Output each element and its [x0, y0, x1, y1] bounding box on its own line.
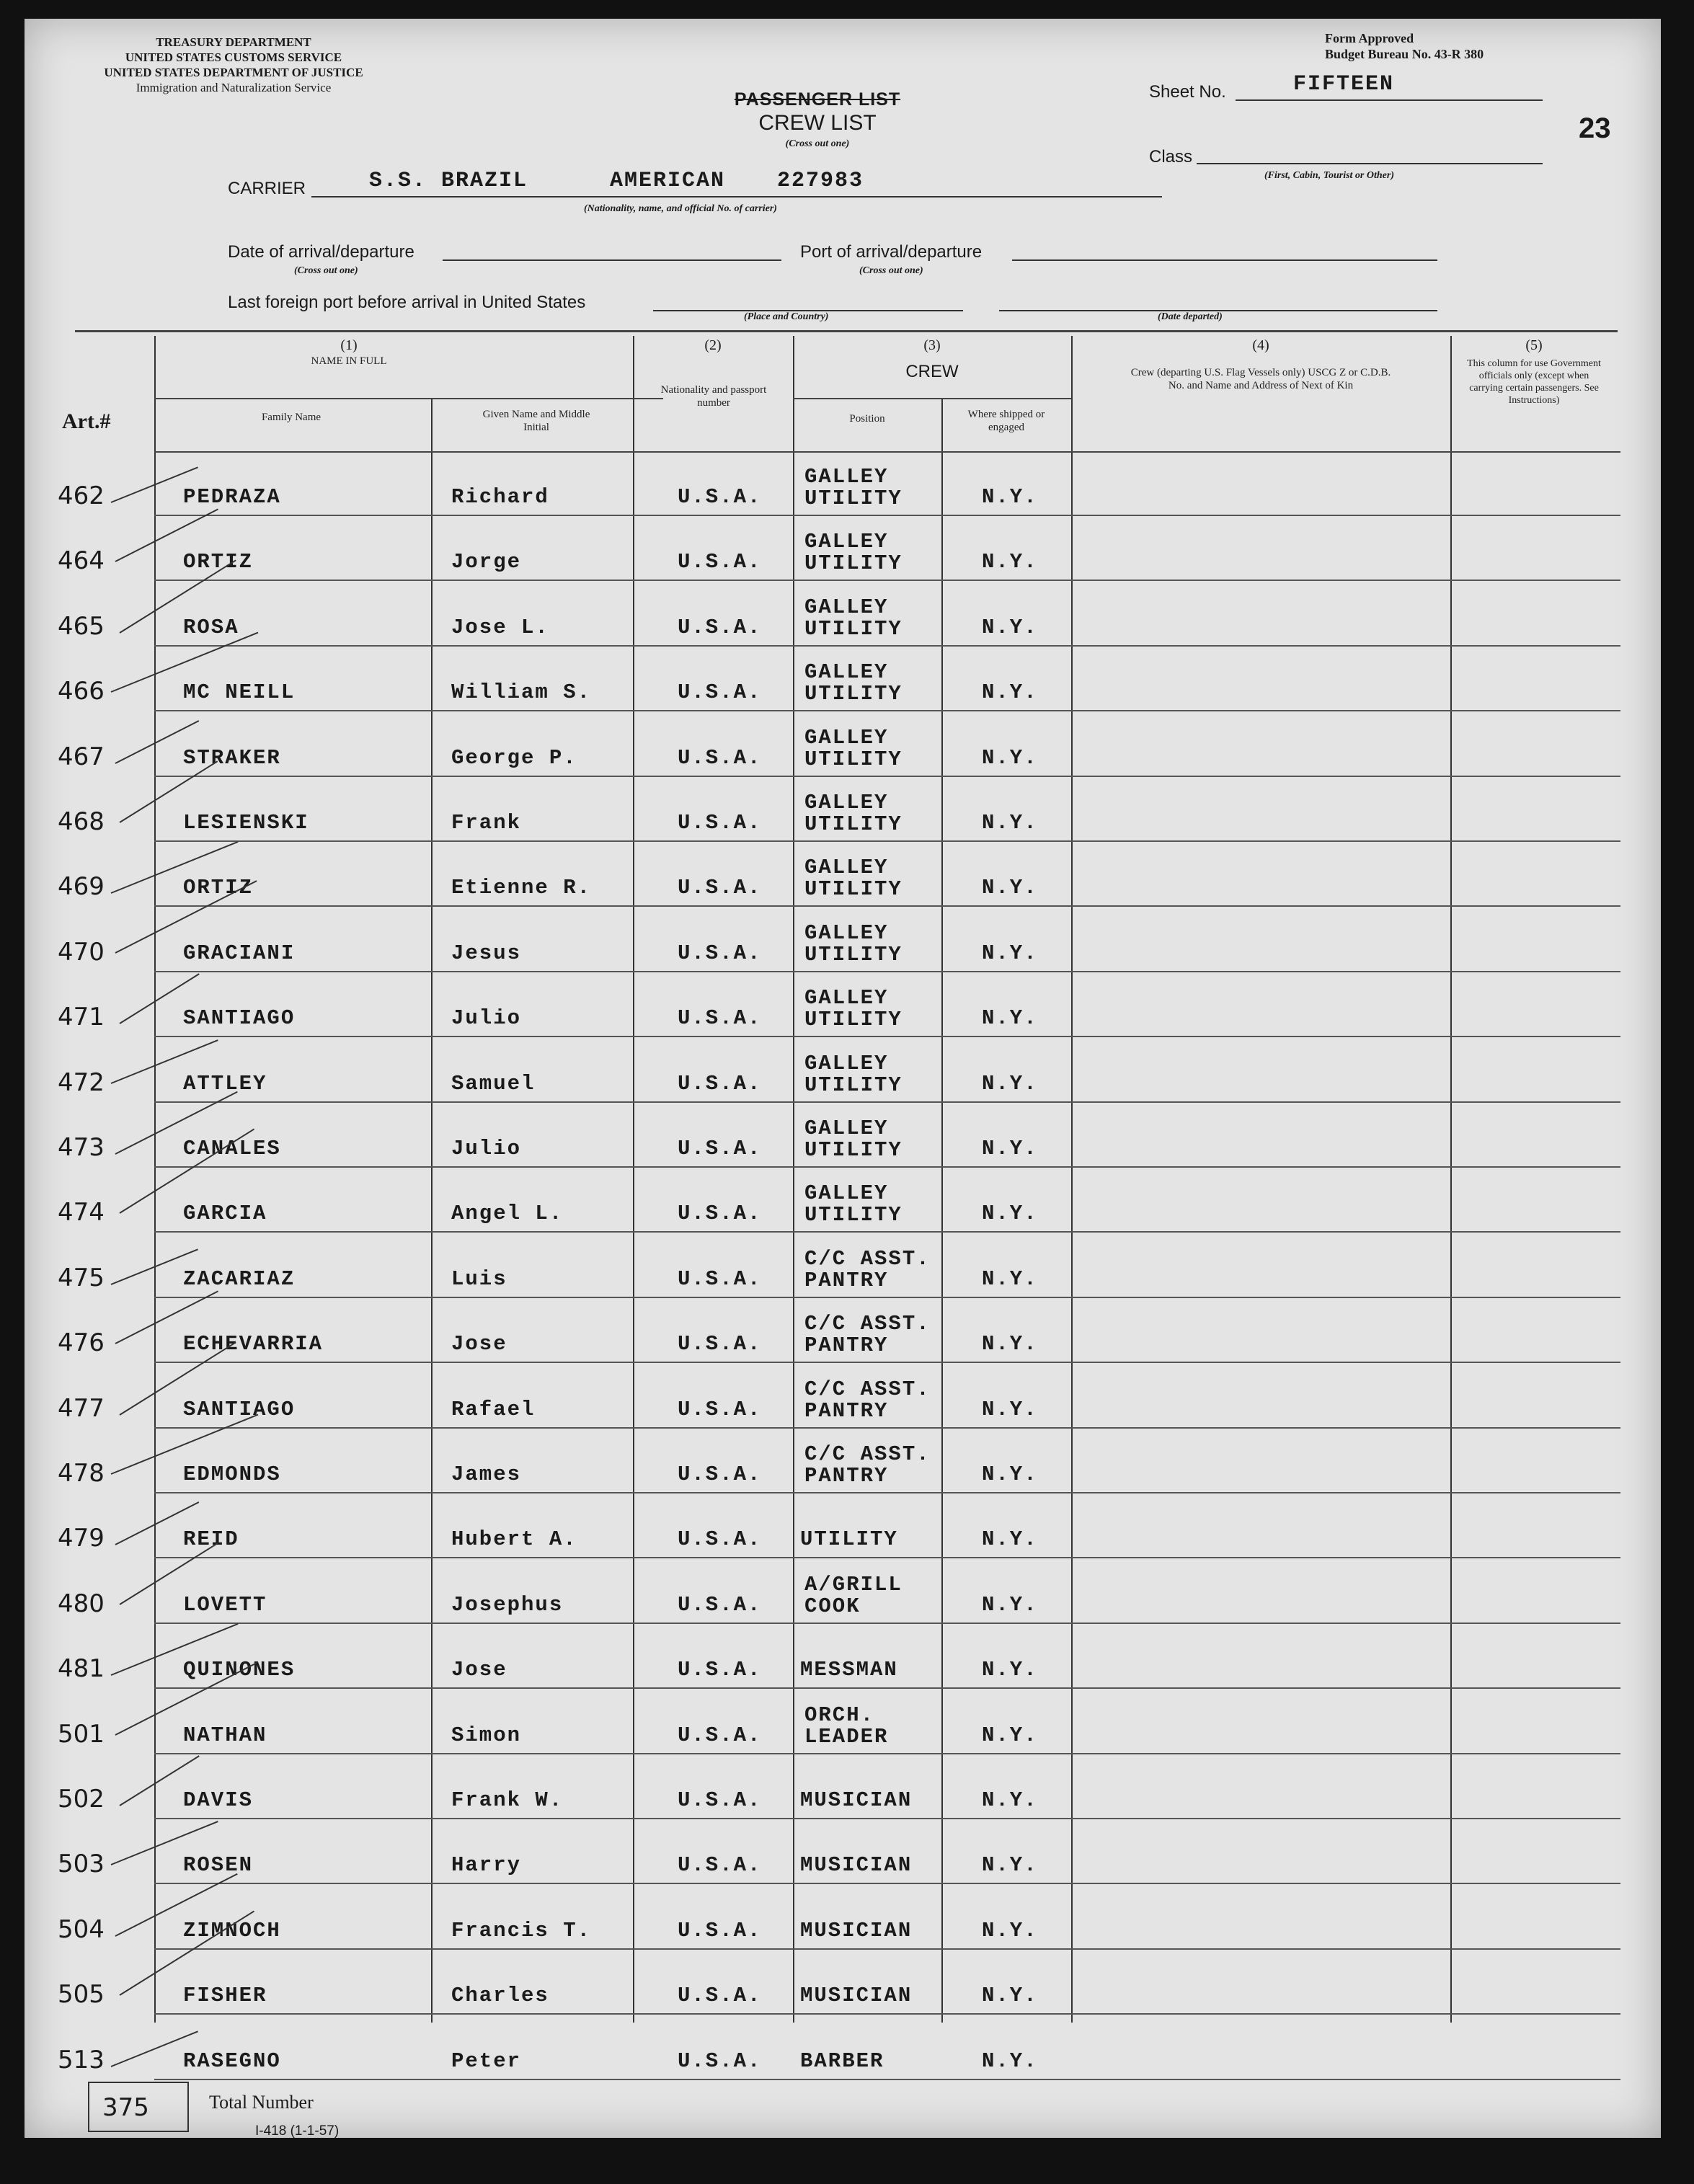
- nationality: U.S.A.: [678, 1006, 762, 1031]
- family-name: GARCIA: [183, 1202, 267, 1226]
- nationality: U.S.A.: [678, 1071, 762, 1096]
- position: MUSICIAN: [800, 1984, 913, 2008]
- date-label: Date of arrival/departure: [228, 242, 414, 262]
- where-shipped: N.Y.: [982, 550, 1038, 574]
- nationality: U.S.A.: [678, 615, 762, 639]
- position-line-1: C/C ASST.: [804, 1442, 931, 1466]
- where-shipped: N.Y.: [982, 1658, 1038, 1682]
- col5-header: This column for use Government officials only (except when carrying certain passengers. See Instructions): [1467, 358, 1601, 406]
- page-title: CREW LIST: [758, 111, 877, 135]
- art-number: 481: [58, 1654, 105, 1684]
- budget-bureau: Budget Bureau No. 43-R 380: [1325, 47, 1484, 61]
- col4-number: (4): [1252, 337, 1269, 353]
- title-note: (Cross out one): [785, 138, 850, 149]
- position-line-1: GALLEY: [804, 986, 889, 1011]
- struck-title: PASSENGER LIST: [734, 89, 901, 110]
- where-shipped: N.Y.: [982, 1137, 1038, 1160]
- family-name: ORTIZ: [183, 876, 254, 900]
- nationality: U.S.A.: [678, 2048, 762, 2073]
- art-number: 503: [58, 1850, 105, 1879]
- given-name: Harry: [451, 1853, 522, 1878]
- art-number: 474: [58, 1198, 105, 1228]
- agency-block: [75, 35, 392, 95]
- carrier-name: S.S. BRAZIL: [369, 169, 528, 193]
- table-row: [25, 972, 1661, 1037]
- position-line-2: UTILITY: [804, 551, 903, 576]
- nationality: U.S.A.: [678, 876, 762, 900]
- agency-line: TREASURY DEPARTMENT: [156, 35, 311, 49]
- art-number: 464: [58, 546, 105, 576]
- given-name: Francis T.: [451, 1918, 592, 1943]
- family-name: ATTLEY: [183, 1071, 267, 1096]
- col3-number: (3): [923, 337, 941, 353]
- nationality: U.S.A.: [678, 1137, 762, 1160]
- nationality: U.S.A.: [678, 1918, 762, 1943]
- where-shipped: N.Y.: [982, 745, 1038, 770]
- given-name: Rafael: [451, 1397, 536, 1421]
- nationality: U.S.A.: [678, 1658, 762, 1682]
- given-name: Jose: [451, 1658, 507, 1682]
- position-line-1: C/C ASST.: [804, 1377, 931, 1401]
- class-note: (First, Cabin, Tourist or Other): [1264, 170, 1394, 181]
- nationality: U.S.A.: [678, 1723, 762, 1747]
- position-line-1: GALLEY: [804, 530, 889, 554]
- table-row: [25, 1298, 1661, 1363]
- family-name: REID: [183, 1527, 239, 1552]
- col5-number: (5): [1525, 337, 1543, 353]
- position: MESSMAN: [800, 1658, 898, 1682]
- date-note: (Cross out one): [294, 265, 358, 276]
- art-number: 504: [58, 1914, 105, 1944]
- position-line-2: UTILITY: [804, 1008, 903, 1032]
- table-row: [25, 647, 1661, 711]
- position-line-1: GALLEY: [804, 856, 889, 880]
- family-name: DAVIS: [183, 1788, 254, 1812]
- position-line-2: UTILITY: [804, 487, 903, 510]
- table-row: [25, 842, 1661, 907]
- art-number-header: Art.#: [62, 409, 111, 433]
- position-line-1: GALLEY: [804, 1181, 889, 1206]
- where-shipped: N.Y.: [982, 1853, 1038, 1878]
- where-shipped: N.Y.: [982, 1202, 1038, 1226]
- table-row: [25, 1754, 1661, 1819]
- family-name-header: Family Name: [261, 412, 321, 423]
- carrier-label: CARRIER: [228, 179, 306, 198]
- art-number: 471: [58, 1003, 105, 1032]
- art-number: 505: [58, 1980, 105, 2010]
- given-name: James: [451, 1462, 522, 1486]
- table-row: [25, 1168, 1661, 1233]
- nationality: U.S.A.: [678, 1202, 762, 1226]
- form-approved: Form Approved: [1325, 31, 1414, 45]
- form-number: I-418 (1-1-57): [255, 2123, 340, 2139]
- nationality: U.S.A.: [678, 811, 762, 835]
- table-row: [25, 907, 1661, 972]
- nationality: U.S.A.: [678, 485, 762, 509]
- table-row: [25, 1364, 1661, 1429]
- table-row: [25, 1950, 1661, 2015]
- col2-number: (2): [704, 337, 722, 353]
- art-number: 473: [58, 1133, 105, 1162]
- where-shipped: N.Y.: [982, 1592, 1038, 1617]
- place-note: (Place and Country): [744, 311, 829, 322]
- where-shipped: N.Y.: [982, 941, 1038, 965]
- position-line-1: GALLEY: [804, 920, 889, 945]
- table-row: [25, 1624, 1661, 1689]
- given-name: William S.: [451, 680, 592, 705]
- family-name: GRACIANI: [183, 941, 296, 965]
- family-name: ROSA: [183, 615, 239, 639]
- date-departed-note: (Date departed): [1158, 311, 1223, 322]
- art-number: 477: [58, 1393, 105, 1423]
- col4-header: Crew (departing U.S. Flag Vessels only) USCG Z or C.D.B. No. and Name and Address of Next of Kin: [1130, 367, 1391, 391]
- art-number: 502: [58, 1785, 105, 1814]
- crew-list-sheet: [25, 19, 1661, 2138]
- where-shipped: N.Y.: [982, 1266, 1038, 1291]
- table-row: [25, 582, 1661, 647]
- where-shipped: N.Y.: [982, 876, 1038, 900]
- art-number: 478: [58, 1459, 105, 1488]
- family-name: PEDRAZA: [183, 485, 281, 509]
- given-name: Richard: [451, 485, 549, 509]
- nationality: U.S.A.: [678, 1266, 762, 1291]
- art-number: 467: [58, 742, 105, 771]
- position: UTILITY: [800, 1527, 898, 1552]
- position-line-2: UTILITY: [804, 1203, 903, 1228]
- where-shipped: N.Y.: [982, 1918, 1038, 1943]
- family-name: ROSEN: [183, 1853, 254, 1878]
- position-line-1: ORCH.: [804, 1703, 875, 1727]
- art-number: 469: [58, 872, 105, 902]
- table-row: [25, 712, 1661, 777]
- family-name: SANTIAGO: [183, 1397, 296, 1421]
- art-number: 468: [58, 807, 105, 836]
- class-label: Class: [1149, 147, 1193, 167]
- nationality-header: Nationality and passport number: [660, 384, 767, 409]
- where-shipped: N.Y.: [982, 2048, 1038, 2073]
- family-name: ZIMNOCH: [183, 1918, 281, 1943]
- total-label: Total Number: [209, 2092, 314, 2113]
- where-shipped: N.Y.: [982, 615, 1038, 639]
- crew-header: CREW: [905, 362, 959, 381]
- position-line-1: GALLEY: [804, 465, 889, 489]
- given-name: Luis: [451, 1266, 507, 1291]
- total-count: 375: [102, 2093, 149, 2122]
- position-line-2: UTILITY: [804, 616, 903, 641]
- table-row: [25, 1233, 1661, 1298]
- where-shipped-header: Where shipped or engaged: [967, 409, 1045, 433]
- given-name: Jorge: [451, 550, 522, 574]
- art-number: 476: [58, 1328, 105, 1358]
- nationality: U.S.A.: [678, 1853, 762, 1878]
- position-line-2: PANTRY: [804, 1464, 889, 1488]
- position-line-1: GALLEY: [804, 725, 889, 750]
- port-note: (Cross out one): [859, 265, 923, 276]
- given-name: Samuel: [451, 1071, 536, 1096]
- art-number: 479: [58, 1524, 105, 1553]
- form-approved-block: [1325, 30, 1484, 62]
- family-name: ORTIZ: [183, 550, 254, 574]
- art-number: 462: [58, 481, 105, 510]
- given-name: Etienne R.: [451, 876, 592, 900]
- given-name-header: Given Name and Middle Initial: [482, 409, 590, 433]
- where-shipped: N.Y.: [982, 1527, 1038, 1552]
- position-line-1: A/GRILL: [804, 1572, 903, 1597]
- family-name: NATHAN: [183, 1723, 267, 1747]
- art-number: 475: [58, 1263, 105, 1292]
- table-row: [25, 1885, 1661, 1950]
- position: MUSICIAN: [800, 1788, 913, 1812]
- given-name: Julio: [451, 1137, 522, 1160]
- given-name: Josephus: [451, 1592, 564, 1617]
- art-number: 470: [58, 937, 105, 967]
- position-line-1: C/C ASST.: [804, 1312, 931, 1336]
- given-name: Hubert A.: [451, 1527, 577, 1552]
- position-line-2: UTILITY: [804, 682, 903, 706]
- nationality: U.S.A.: [678, 1397, 762, 1421]
- where-shipped: N.Y.: [982, 1397, 1038, 1421]
- total-box: [88, 2082, 189, 2132]
- nationality: U.S.A.: [678, 1527, 762, 1552]
- position-header: Position: [849, 413, 885, 425]
- table-row: [25, 1038, 1661, 1103]
- position: MUSICIAN: [800, 1853, 913, 1878]
- where-shipped: N.Y.: [982, 1462, 1038, 1486]
- carrier-note: (Nationality, name, and official No. of carrier): [584, 203, 777, 214]
- where-shipped: N.Y.: [982, 1332, 1038, 1357]
- art-number: 472: [58, 1067, 105, 1097]
- position-line-2: UTILITY: [804, 942, 903, 967]
- table-row: [25, 1690, 1661, 1754]
- position-line-2: PANTRY: [804, 1333, 889, 1358]
- given-name: Simon: [451, 1723, 522, 1747]
- position-line-2: PANTRY: [804, 1398, 889, 1423]
- where-shipped: N.Y.: [982, 680, 1038, 705]
- family-name: SANTIAGO: [183, 1006, 296, 1031]
- family-name: LESIENSKI: [183, 811, 309, 835]
- sheet-value: FIFTEEN: [1293, 72, 1395, 97]
- family-name: ECHEVARRIA: [183, 1332, 324, 1357]
- name-in-full-header: NAME IN FULL: [311, 355, 387, 367]
- given-name: George P.: [451, 745, 577, 770]
- position: BARBER: [800, 2048, 884, 2073]
- position-line-2: UTILITY: [804, 812, 903, 836]
- position-line-2: UTILITY: [804, 1138, 903, 1162]
- nationality: U.S.A.: [678, 1592, 762, 1617]
- position-line-1: GALLEY: [804, 660, 889, 685]
- family-name: LOVETT: [183, 1592, 267, 1617]
- nationality: U.S.A.: [678, 1332, 762, 1357]
- family-name: ZACARIAZ: [183, 1266, 296, 1291]
- sheet-label: Sheet No.: [1149, 82, 1226, 102]
- nationality: U.S.A.: [678, 1788, 762, 1812]
- family-name: MC NEILL: [183, 680, 296, 705]
- family-name: RASEGNO: [183, 2048, 281, 2073]
- table-row: [25, 2015, 1661, 2080]
- where-shipped: N.Y.: [982, 485, 1038, 509]
- col1-number: (1): [340, 337, 358, 353]
- family-name: STRAKER: [183, 745, 281, 770]
- table-row: [25, 1493, 1661, 1558]
- where-shipped: N.Y.: [982, 1723, 1038, 1747]
- agency-line: UNITED STATES CUSTOMS SERVICE: [125, 50, 342, 64]
- given-name: Frank: [451, 811, 522, 835]
- position-line-1: GALLEY: [804, 1051, 889, 1075]
- art-number: 465: [58, 611, 105, 641]
- table-row: [25, 1559, 1661, 1624]
- port-label: Port of arrival/departure: [800, 242, 983, 262]
- family-name: FISHER: [183, 1984, 267, 2008]
- given-name: Jesus: [451, 941, 522, 965]
- position-line-1: C/C ASST.: [804, 1246, 931, 1271]
- given-name: Frank W.: [451, 1788, 564, 1812]
- position: MUSICIAN: [800, 1918, 913, 1943]
- position-line-2: UTILITY: [804, 877, 903, 902]
- given-name: Jose: [451, 1332, 507, 1357]
- where-shipped: N.Y.: [982, 1984, 1038, 2008]
- table-row: [25, 516, 1661, 581]
- position-line-2: LEADER: [804, 1724, 889, 1749]
- nationality: U.S.A.: [678, 1462, 762, 1486]
- art-number: 513: [58, 2045, 105, 2074]
- art-number: 466: [58, 677, 105, 706]
- position-line-1: GALLEY: [804, 1117, 889, 1140]
- carrier-nationality: AMERICAN: [610, 169, 726, 193]
- art-number: 501: [58, 1719, 105, 1749]
- page-number: 23: [1579, 112, 1611, 144]
- carrier-number: 227983: [777, 169, 864, 193]
- family-name: EDMONDS: [183, 1462, 281, 1486]
- table-row: [25, 1819, 1661, 1884]
- art-number: 480: [58, 1589, 105, 1618]
- table-row: [25, 1429, 1661, 1493]
- position-line-1: GALLEY: [804, 595, 889, 619]
- where-shipped: N.Y.: [982, 1788, 1038, 1812]
- given-name: Julio: [451, 1006, 522, 1031]
- nationality: U.S.A.: [678, 745, 762, 770]
- agency-line: Immigration and Naturalization Service: [136, 81, 332, 94]
- position-line-2: PANTRY: [804, 1268, 889, 1292]
- table-row: [25, 777, 1661, 842]
- nationality: U.S.A.: [678, 1984, 762, 2008]
- given-name: Jose L.: [451, 615, 549, 639]
- position-line-2: COOK: [804, 1594, 861, 1618]
- family-name: QUINONES: [183, 1658, 296, 1682]
- where-shipped: N.Y.: [982, 1006, 1038, 1031]
- nationality: U.S.A.: [678, 680, 762, 705]
- last-port-label: Last foreign port before arrival in United States: [228, 293, 586, 312]
- position-line-2: UTILITY: [804, 1073, 903, 1097]
- table-row: [25, 1103, 1661, 1168]
- nationality: U.S.A.: [678, 550, 762, 574]
- given-name: Charles: [451, 1984, 549, 2008]
- agency-line: UNITED STATES DEPARTMENT OF JUSTICE: [104, 66, 363, 79]
- position-line-2: UTILITY: [804, 747, 903, 771]
- nationality: U.S.A.: [678, 941, 762, 965]
- position-line-1: GALLEY: [804, 791, 889, 814]
- family-name: CANALES: [183, 1137, 281, 1160]
- where-shipped: N.Y.: [982, 811, 1038, 835]
- where-shipped: N.Y.: [982, 1071, 1038, 1096]
- table-row: [25, 451, 1661, 516]
- given-name: Peter: [451, 2048, 522, 2073]
- given-name: Angel L.: [451, 1202, 564, 1226]
